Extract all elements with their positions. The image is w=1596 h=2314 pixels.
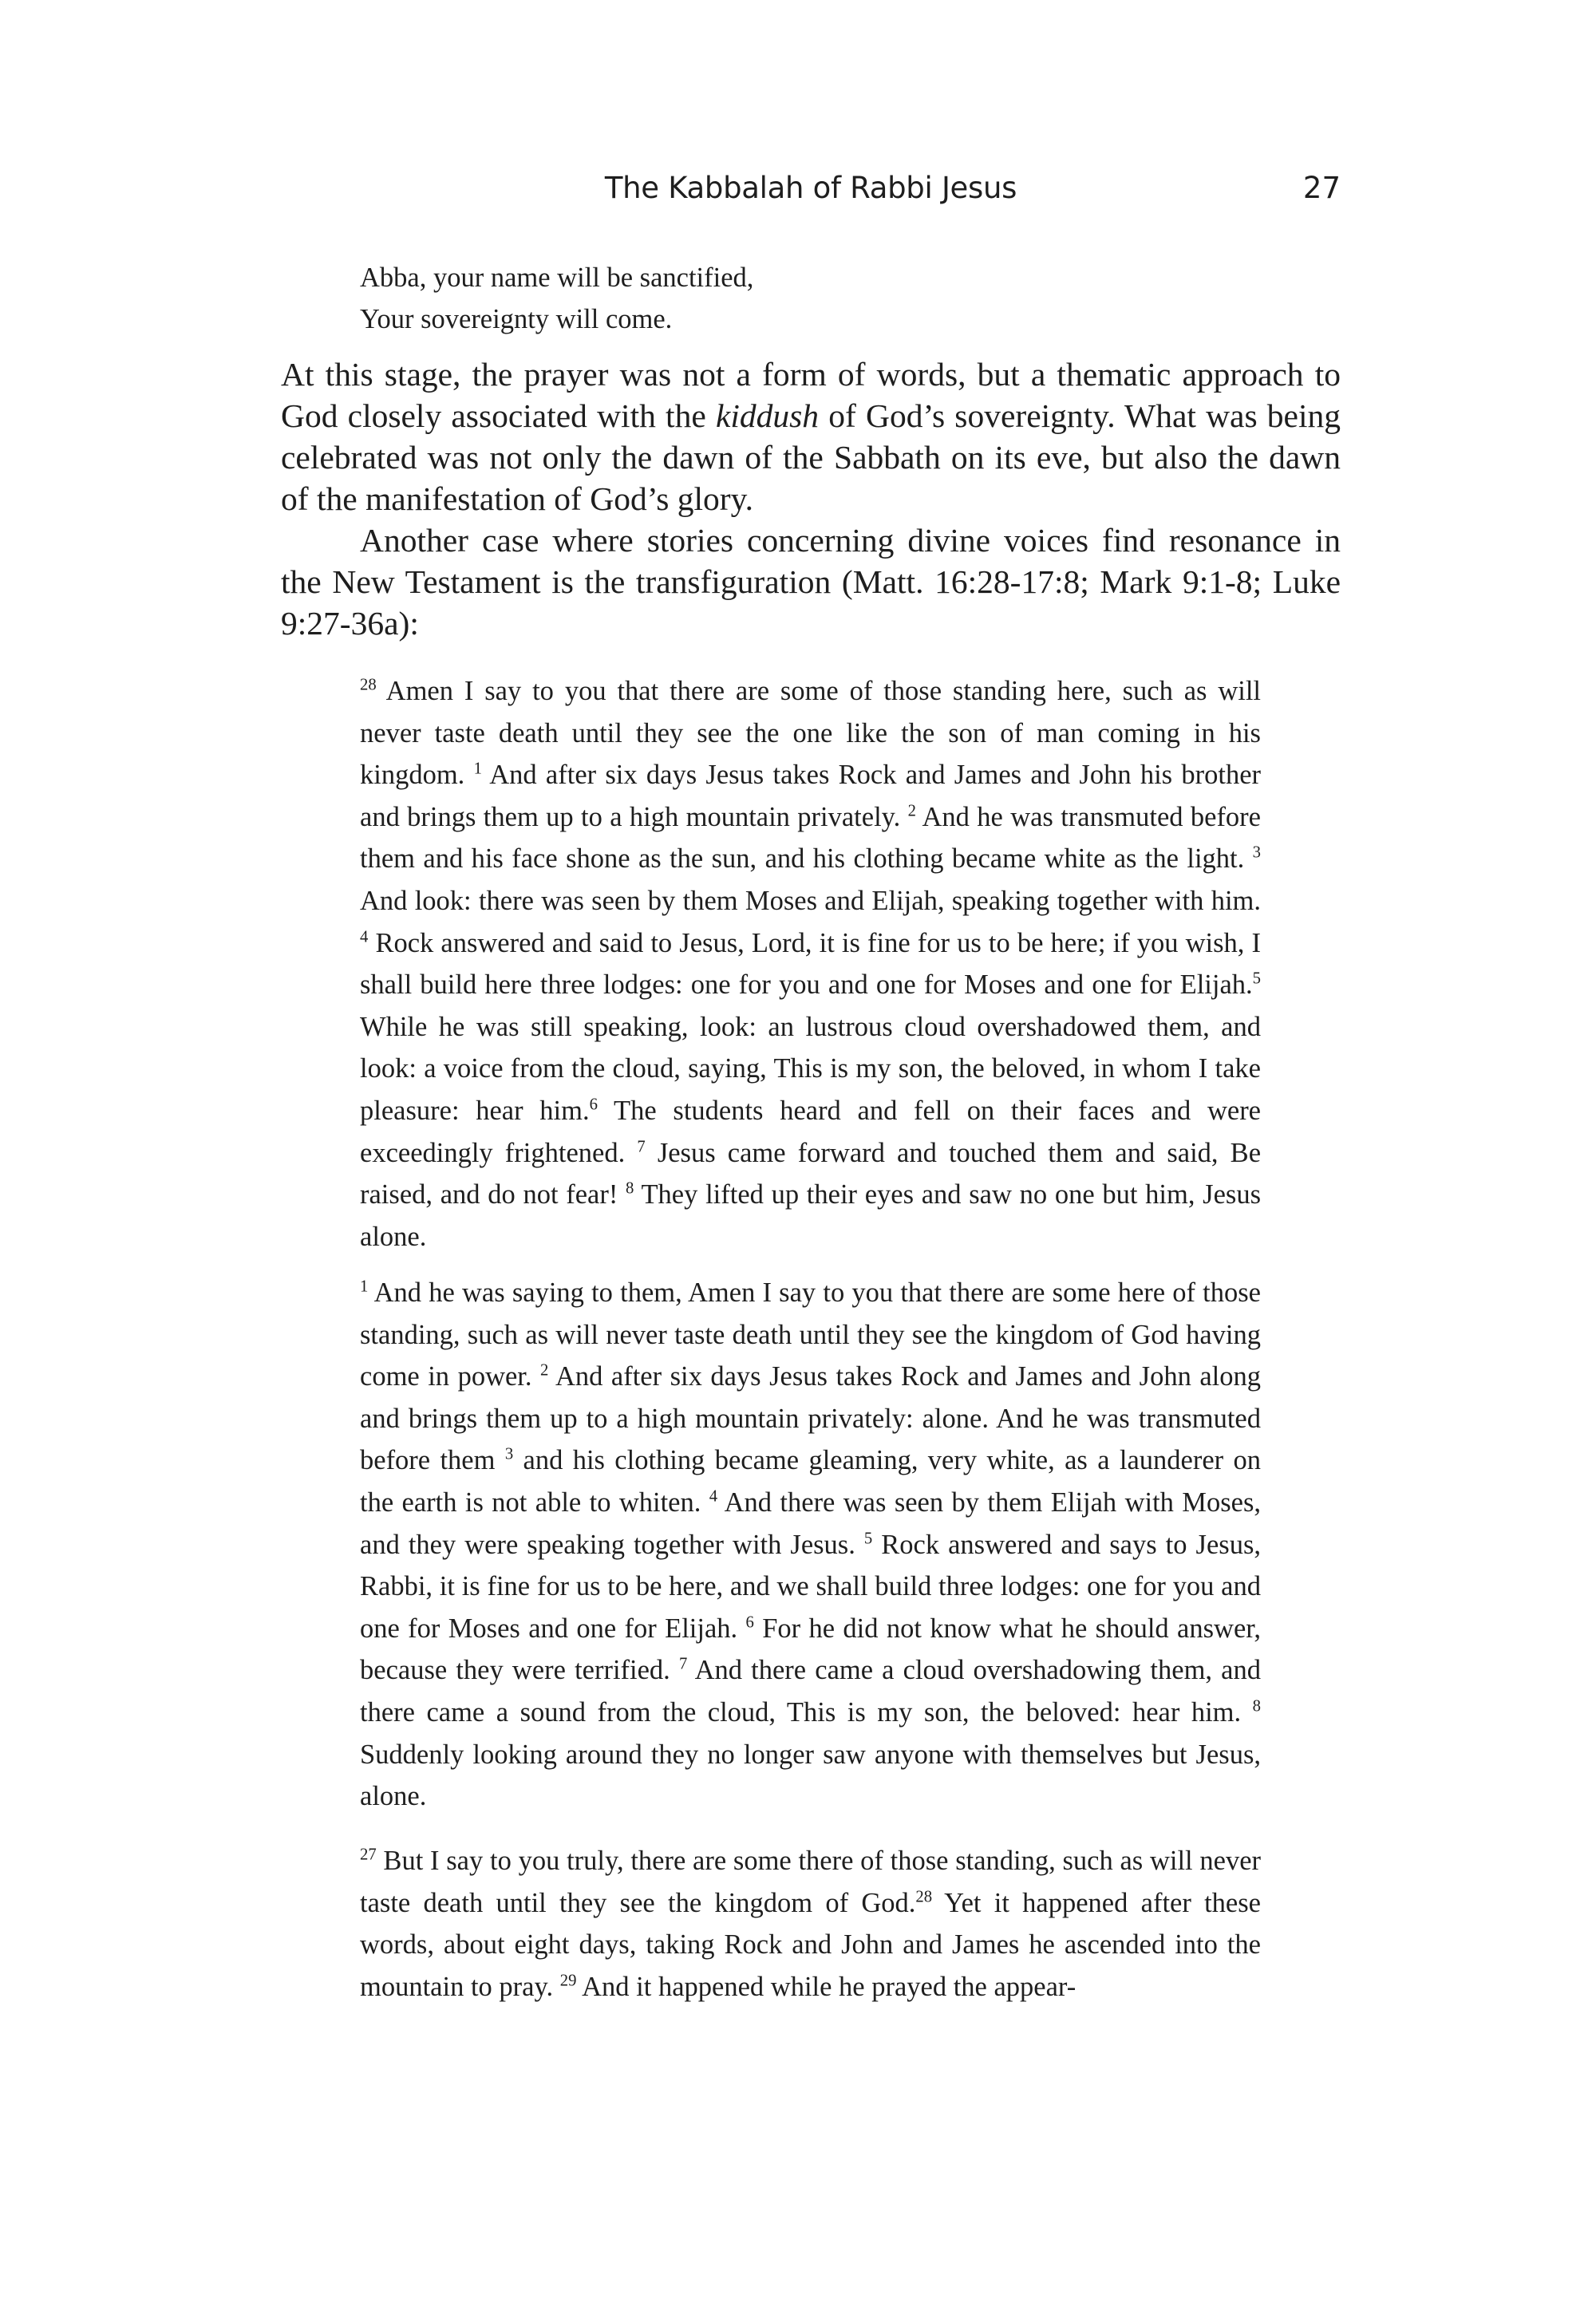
page-number: 27 xyxy=(1302,171,1341,205)
verse-number: 5 xyxy=(1252,969,1261,988)
verse-text: Jesus came forward and touched them and said, Be raised, and do not fear! xyxy=(360,1137,1262,1210)
verse-text: The students heard and fell on their faces and were exceedingly frightened. xyxy=(360,1095,1261,1168)
verse-text: Rock answered and said to Jesus, Lord, it is fine for us to be here; if you wish, I shall build here three lodges: one for you and one for Moses and one for Elijah. xyxy=(360,927,1261,1001)
verse-number: 4 xyxy=(360,928,369,946)
verse-number: 27 xyxy=(360,1846,377,1864)
verse-number: 7 xyxy=(637,1138,646,1156)
verse-number: 8 xyxy=(1252,1697,1261,1716)
verse-text: For he did not know what he should answer, because they were terrified. xyxy=(360,1613,1261,1686)
verse-number: 3 xyxy=(504,1445,514,1463)
verse-text: And after six days Jesus takes Rock and James and John along and brings them up to a high mountain privately: alone. And he was transmuted before them xyxy=(360,1361,1261,1476)
verse-number: 3 xyxy=(1252,843,1261,862)
verse-number: 28 xyxy=(360,676,377,694)
verse-text: And there was seen by them Elijah with Moses, and they were speaking together with Jesus. xyxy=(360,1487,1262,1560)
verse-text: Suddenly looking around they no longer saw anyone with themselves but Jesus, alone. xyxy=(360,1739,1261,1812)
verse-text: While he was still speaking, look: an lustrous cloud overshadowed them, and look: a voice from the cloud, saying, This is my son, the beloved, in whom I take pleasure: hear him. xyxy=(360,1011,1261,1126)
verse-number: 7 xyxy=(678,1655,688,1673)
verse-text: And he was saying to them, Amen I say to you that there are some here of those standing, such as will never taste death until they see the kingdom of God having come in power. xyxy=(360,1277,1261,1392)
verse-text: And after six days Jesus takes Rock and James and John his brother and brings them up to a high mountain privately. xyxy=(360,760,1261,832)
running-header-title: The Kabbalah of Rabbi Jesus xyxy=(604,171,1017,205)
verse-text: Rock answered and says to Jesus, Rabbi, it is fine for us to be here, and we shall build three lodges: one for you and one for Moses and one for Elijah. xyxy=(360,1529,1261,1644)
verse-number: 6 xyxy=(745,1613,754,1632)
verse-text: And it happened while he prayed the appear- xyxy=(576,1971,1077,2002)
body-text xyxy=(281,353,1341,644)
running-header xyxy=(281,166,1341,211)
verse-number: 5 xyxy=(863,1530,873,1548)
paragraph-text: At this stage, the prayer was not a form of words, but a thematic approach to God closely associated with the xyxy=(281,356,1341,434)
verse-number: 6 xyxy=(589,1096,598,1114)
verse-text: They lifted up their eyes and saw no one but him, Jesus alone. xyxy=(360,1179,1261,1252)
verse-number: 2 xyxy=(540,1361,549,1380)
verse-number: 28 xyxy=(915,1888,933,1906)
verse-number: 1 xyxy=(360,1277,369,1296)
verse-text: Yet it happened after these words, about eight days, taking Rock and John and James he ascended into the mountain to pray. xyxy=(360,1887,1261,2002)
prayer-verse xyxy=(360,257,753,340)
paragraph: Another case where stories concerning divine voices find resonance in the New Testament is the transfiguration (Matt. 16:28-17:8; Mark 9:1-8; Luke 9:27-36a): xyxy=(281,522,1341,642)
verse-text: And there came a cloud overshadowing them, and there came a sound from the cloud, This is my son, the beloved: hear him. xyxy=(360,1655,1261,1728)
verse-number: 2 xyxy=(907,802,917,820)
block-quote-mark xyxy=(360,1272,1261,1818)
verse-text: and his clothing became gleaming, very white, as a launderer on the earth is not able to whiten. xyxy=(360,1445,1261,1518)
verse-number: 8 xyxy=(626,1179,634,1198)
verse-text: But I say to you truly, there are some there of those standing, such as will never taste death until they see the kingdom of God. xyxy=(360,1846,1261,1918)
verse-text: And he was transmuted before them and his face shone as the sun, and his clothing became white as the light. xyxy=(360,801,1261,875)
verse-number: 29 xyxy=(559,1972,577,1990)
verse-number: 4 xyxy=(709,1487,718,1506)
verse-text: Amen I say to you that there are some of those standing here, such as will never taste death until they see the one like the son of man coming in his kingdom. xyxy=(360,676,1261,791)
verse-text: And look: there was seen by them Moses and Elijah, speaking together with him. xyxy=(360,885,1261,916)
block-quote-matthew xyxy=(360,670,1261,1258)
verse-number: 1 xyxy=(473,760,482,778)
verse-line: Your sovereignty will come. xyxy=(360,304,673,334)
verse-line: Abba, your name will be sanctified, xyxy=(360,263,754,293)
paragraph-text: of God’s sovereignty. What was being celebrated was not only the dawn of the Sabbath on its eve, but also the dawn of the manifestation of God’s glory. xyxy=(281,397,1341,517)
block-quote-luke xyxy=(360,1840,1261,2008)
italic-term: kiddush xyxy=(715,397,820,434)
paragraph xyxy=(281,353,1341,519)
